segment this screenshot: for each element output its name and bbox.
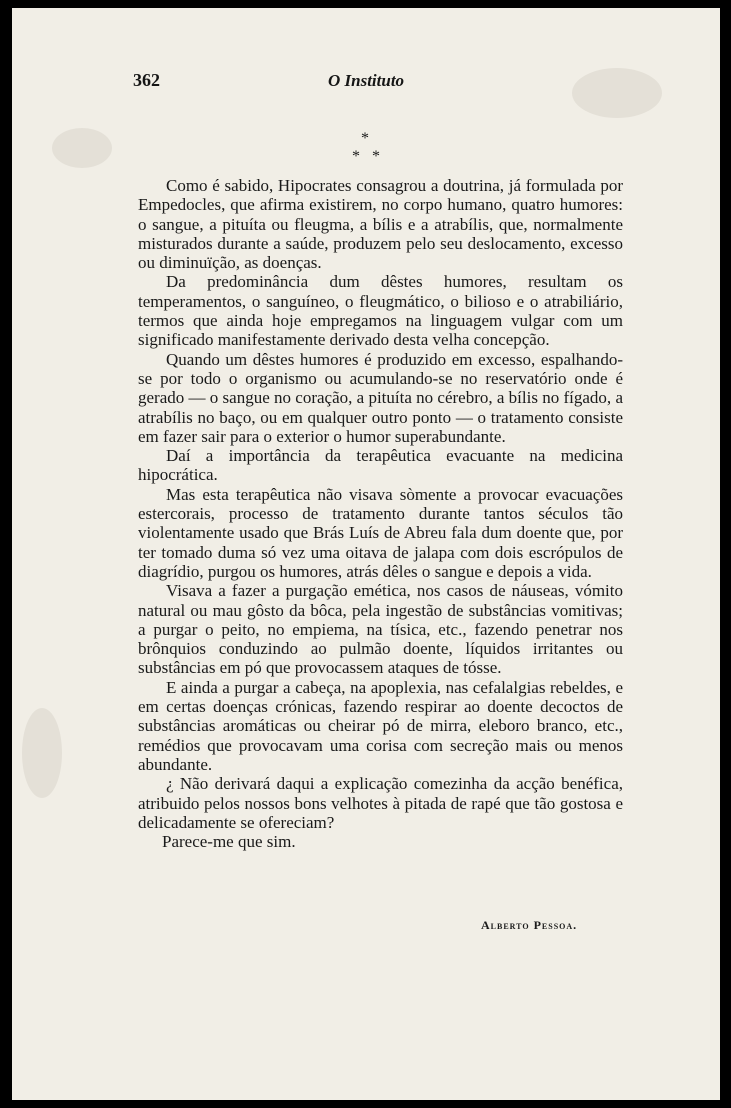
paragraph: E ainda a purgar a cabeça, na apoplexia, nas cefalalgias rebeldes, e em certas doenças crónicas, fazendo respirar ao doente decoctos de substâncias aromáticas ou cheirar pó de mirra, eleboro branco, etc., remédios que provocavam uma corisa com secreção mais ou menos abundante.	[138, 677, 623, 774]
paragraph: Daí a importância da terapêutica evacuante na medicina hipocrática.	[138, 446, 623, 485]
running-title: O Instituto	[328, 71, 405, 90]
running-header	[133, 70, 433, 92]
paragraph: Visava a fazer a purgação emética, nos casos de náuseas, vómito natural ou mau gôsto da bôca, pela ingestão de substâncias vomitivas; a purgar o peito, no empiema, na tísica, etc., fazendo penetrar nos brônquios conduzindo ao pulmão doente, líquidos irritantes ou substâncias em pó que provocassem ataques de tósse.	[138, 581, 623, 678]
author-signature: Alberto Pessoa.	[481, 918, 578, 932]
paper-stain	[572, 68, 662, 118]
separator-star: *	[361, 130, 369, 147]
page-number: 362	[133, 70, 160, 90]
paragraph: Como é sabido, Hipocrates consagrou a doutrina, já formulada por Empedocles, que afirma existirem, no corpo humano, quatro humores: o sangue, a pituíta ou fleugma, a bílis e a atrabílis, que, normalmente misturados durante a saúde, produzem pelo seu deslocamento, excesso ou diminuïção, as doenças.	[138, 176, 623, 273]
section-separator	[352, 131, 412, 171]
paper-stain	[52, 128, 112, 168]
paragraph: Mas esta terapêutica não visava sòmente a provocar evacuações estercorais, processo de tratamento durante tantos séculos tão violentamente usado que Brás Luís de Abreu fala dum doente que, por ter tomado duma só vez uma oitava de jalapa com dois escrópulos de diagrídio, purgou os humores, atrás dêles o sangue e depois a vida.	[138, 484, 623, 581]
paragraph: Quando um dêstes humores é produzido em excesso, espalhando-se por todo o organismo ou acumulando-se no reservatório onde é gerado — o sangue no coração, a pituíta no cérebro, a bílis no fígado, a atrabílis no baço, ou em qualquer outro ponto — o tratamento consiste em fazer sair para o exterior o humor superabundante.	[138, 349, 623, 446]
paragraph: ¿ Não derivará daqui a explicação comezinha da acção benéfica, atribuido pelos nossos bons velhotes à pitada de rapé que tão gostosa e delicadamente se ofereciam?	[138, 774, 623, 832]
paper-stain	[22, 708, 62, 798]
paragraph: Da predominância dum dêstes humores, resultam os temperamentos, o sanguíneo, o fleugmático, o bilioso e o atrabiliário, termos que ainda hoje empregamos na linguagem vulgar com um significado manifestamente derivado desta velha concepção.	[138, 272, 623, 350]
article-body	[138, 176, 623, 851]
paragraph: Parece-me que sim.	[162, 832, 296, 852]
separator-star: *	[352, 148, 360, 165]
separator-star: *	[372, 148, 380, 165]
